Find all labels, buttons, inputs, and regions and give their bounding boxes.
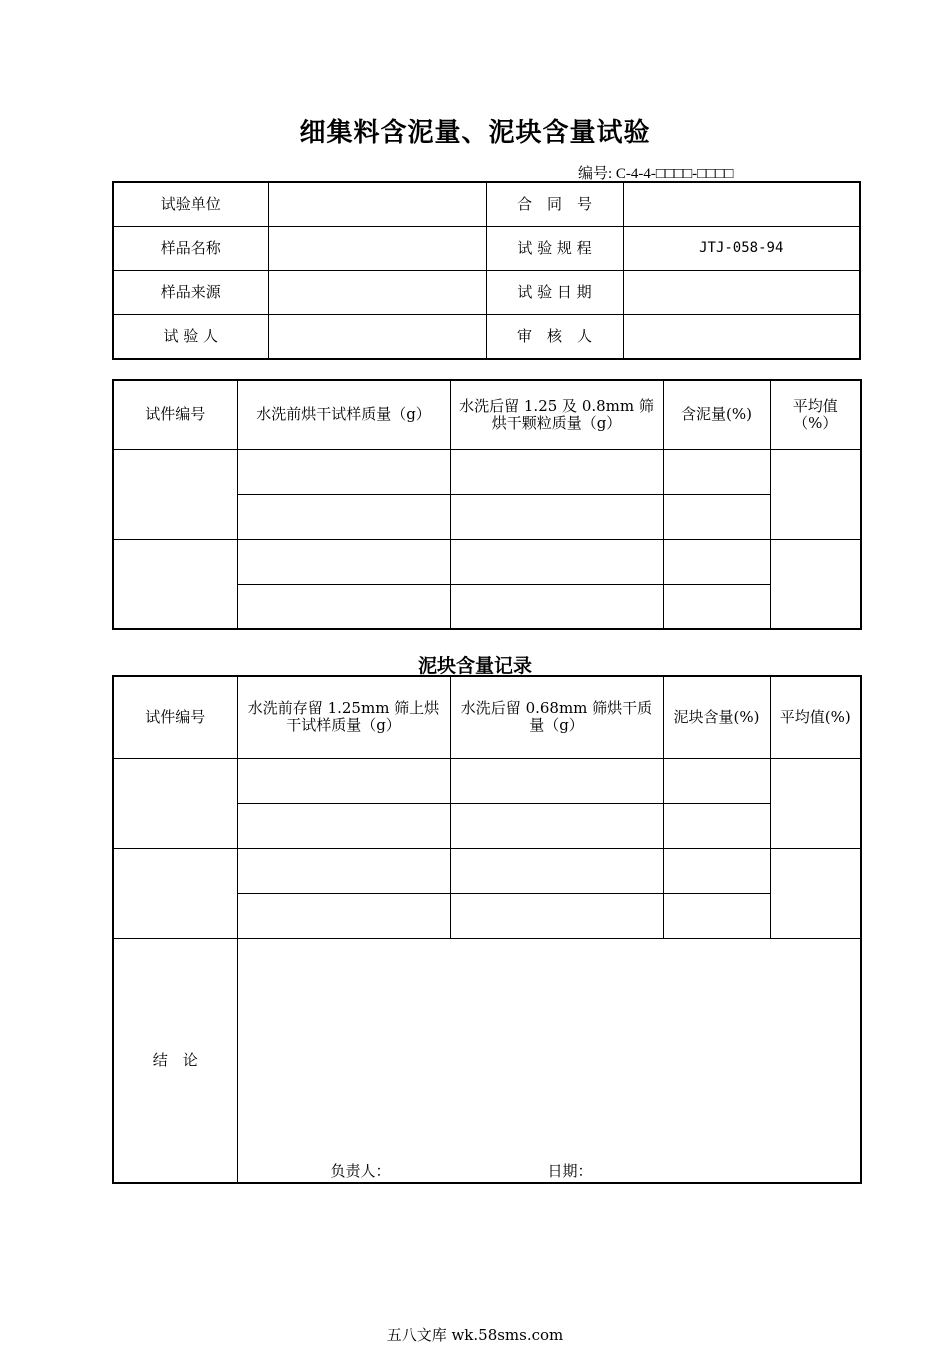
- sample-source-label: 样品来源: [113, 271, 268, 315]
- table-cell[interactable]: [237, 494, 450, 539]
- conclusion-label: 结 论: [113, 938, 237, 1183]
- test-spec-value: JTJ-058-94: [623, 227, 860, 271]
- reviewer-value[interactable]: [623, 315, 860, 360]
- conclusion-field[interactable]: [237, 938, 861, 1183]
- lump-col-avg: 平均值(%): [770, 676, 861, 758]
- table-cell[interactable]: [113, 449, 237, 539]
- footer-watermark: 五八文库 wk.58sms.com: [386, 1326, 564, 1344]
- table-cell[interactable]: [237, 449, 450, 494]
- table-cell[interactable]: [237, 803, 450, 848]
- mud-content-table: [112, 379, 862, 630]
- table-cell[interactable]: [113, 848, 237, 938]
- reviewer-label: 审 核 人: [486, 315, 623, 360]
- table-cell[interactable]: [663, 803, 770, 848]
- table-cell[interactable]: [237, 539, 450, 584]
- document-number: 编号: C-4-4-□□□□-□□□□: [578, 166, 734, 182]
- lump-col-id: 试件编号: [113, 676, 237, 758]
- table-cell[interactable]: [237, 893, 450, 938]
- mud-col-before: 水洗前烘干试样质量（g）: [237, 380, 450, 449]
- mud-col-after: 水洗后留 1.25 及 0.8mm 筛烘干颗粒质量（g）: [450, 380, 663, 449]
- responsible-label: 负责人：: [330, 1161, 391, 1180]
- table-cell[interactable]: [663, 848, 770, 893]
- mud-col-content: 含泥量(%): [663, 380, 770, 449]
- page-title: 细集料含泥量、泥块含量试验: [299, 118, 651, 148]
- table-cell[interactable]: [770, 848, 861, 938]
- table-cell[interactable]: [113, 539, 237, 629]
- test-date-label: 试 验 日 期: [486, 271, 623, 315]
- table-cell[interactable]: [663, 539, 770, 584]
- table-cell[interactable]: [450, 758, 663, 803]
- lump-section-title: 泥块含量记录: [417, 655, 532, 677]
- contract-label: 合 同 号: [486, 182, 623, 227]
- table-cell[interactable]: [663, 584, 770, 629]
- lump-col-after: 水洗后留 0.68mm 筛烘干质量（g）: [450, 676, 663, 758]
- table-cell[interactable]: [663, 494, 770, 539]
- table-cell[interactable]: [237, 848, 450, 893]
- sample-source-value[interactable]: [268, 271, 486, 315]
- test-date-value[interactable]: [623, 271, 860, 315]
- table-cell[interactable]: [113, 758, 237, 848]
- table-cell[interactable]: [770, 758, 861, 848]
- table-cell[interactable]: [237, 758, 450, 803]
- mud-col-avg: 平均值（%）: [770, 380, 861, 449]
- contract-value[interactable]: [623, 182, 860, 227]
- table-cell[interactable]: [450, 539, 663, 584]
- sample-name-label: 样品名称: [113, 227, 268, 271]
- table-cell[interactable]: [450, 893, 663, 938]
- lump-col-before: 水洗前存留 1.25mm 筛上烘干试样质量（g）: [237, 676, 450, 758]
- tester-value[interactable]: [268, 315, 486, 360]
- lump-content-table: [112, 675, 862, 1184]
- test-spec-label: 试 验 规 程: [486, 227, 623, 271]
- table-cell[interactable]: [663, 893, 770, 938]
- table-cell[interactable]: [450, 848, 663, 893]
- table-cell[interactable]: [237, 584, 450, 629]
- table-cell[interactable]: [450, 494, 663, 539]
- info-table: [112, 181, 861, 360]
- test-unit-label: 试验单位: [113, 182, 268, 227]
- table-cell[interactable]: [450, 584, 663, 629]
- table-cell[interactable]: [770, 539, 861, 629]
- sample-name-value[interactable]: [268, 227, 486, 271]
- table-cell[interactable]: [663, 449, 770, 494]
- mud-col-id: 试件编号: [113, 380, 237, 449]
- tester-label: 试 验 人: [113, 315, 268, 360]
- table-cell[interactable]: [450, 803, 663, 848]
- table-cell[interactable]: [450, 449, 663, 494]
- lump-col-content: 泥块含量(%): [663, 676, 770, 758]
- table-cell[interactable]: [663, 758, 770, 803]
- table-cell[interactable]: [770, 449, 861, 539]
- date-sign-label: 日期：: [547, 1161, 593, 1180]
- test-unit-value[interactable]: [268, 182, 486, 227]
